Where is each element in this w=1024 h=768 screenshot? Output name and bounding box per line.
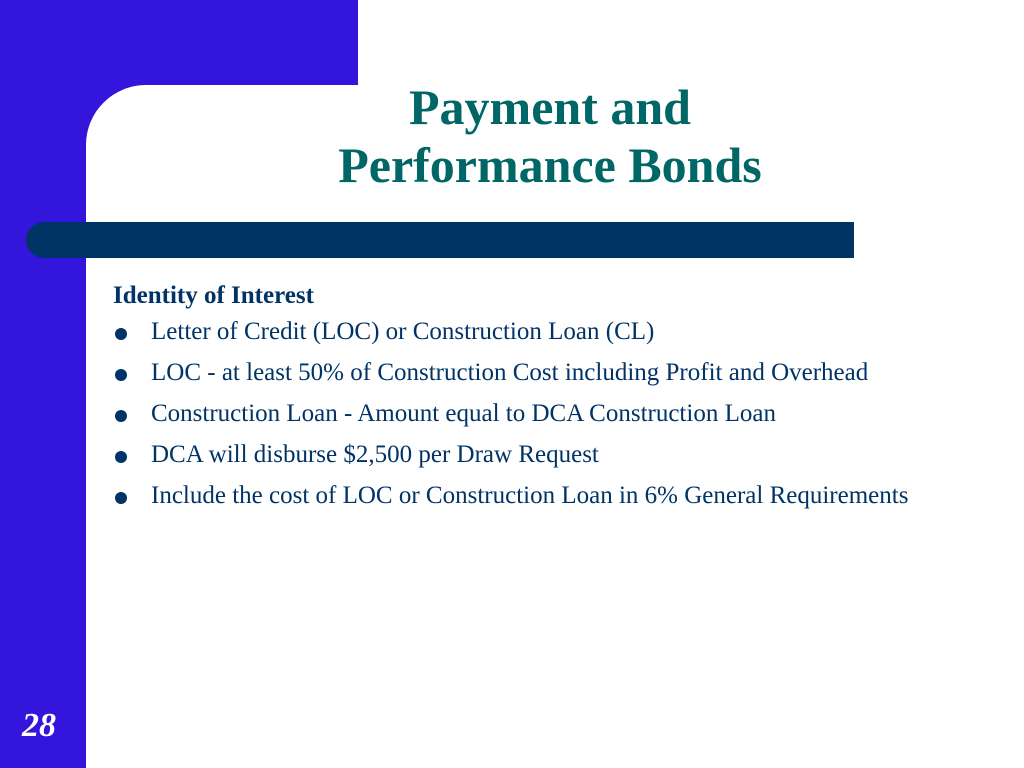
bullet-item xyxy=(113,357,953,389)
slide-body xyxy=(113,280,953,521)
bullet-text: LOC - at least 50% of Construction Cost including Profit and Overhead xyxy=(151,359,869,386)
accent-band-top xyxy=(0,0,358,85)
bullet-item xyxy=(113,398,953,430)
title-divider-bar xyxy=(26,222,854,258)
bullet-dot-icon xyxy=(115,451,127,463)
accent-band-left xyxy=(0,0,86,768)
bullet-dot-icon xyxy=(115,410,127,422)
bullet-text: Include the cost of LOC or Construction Loan in 6% General Requirements xyxy=(151,482,909,509)
bullet-text: Construction Loan - Amount equal to DCA Construction Loan xyxy=(151,400,776,427)
slide-title xyxy=(250,78,850,194)
bullet-dot-icon xyxy=(115,492,127,504)
bullet-dot-icon xyxy=(115,328,127,340)
slide-number: 28 xyxy=(22,707,56,744)
bullet-dot-icon xyxy=(115,369,127,381)
bullet-item xyxy=(113,439,953,471)
slide-title-line-2: Performance Bonds xyxy=(338,137,762,193)
section-heading: Identity of Interest xyxy=(113,282,314,309)
bullet-list xyxy=(113,316,953,512)
content-corner xyxy=(86,85,206,205)
bullet-text: Letter of Credit (LOC) or Construction Loan (CL) xyxy=(151,318,655,345)
bullet-item xyxy=(113,316,953,348)
slide-title-line-1: Payment and xyxy=(409,79,691,135)
bullet-text: DCA will disburse $2,500 per Draw Request xyxy=(151,441,599,468)
bullet-item xyxy=(113,480,953,512)
